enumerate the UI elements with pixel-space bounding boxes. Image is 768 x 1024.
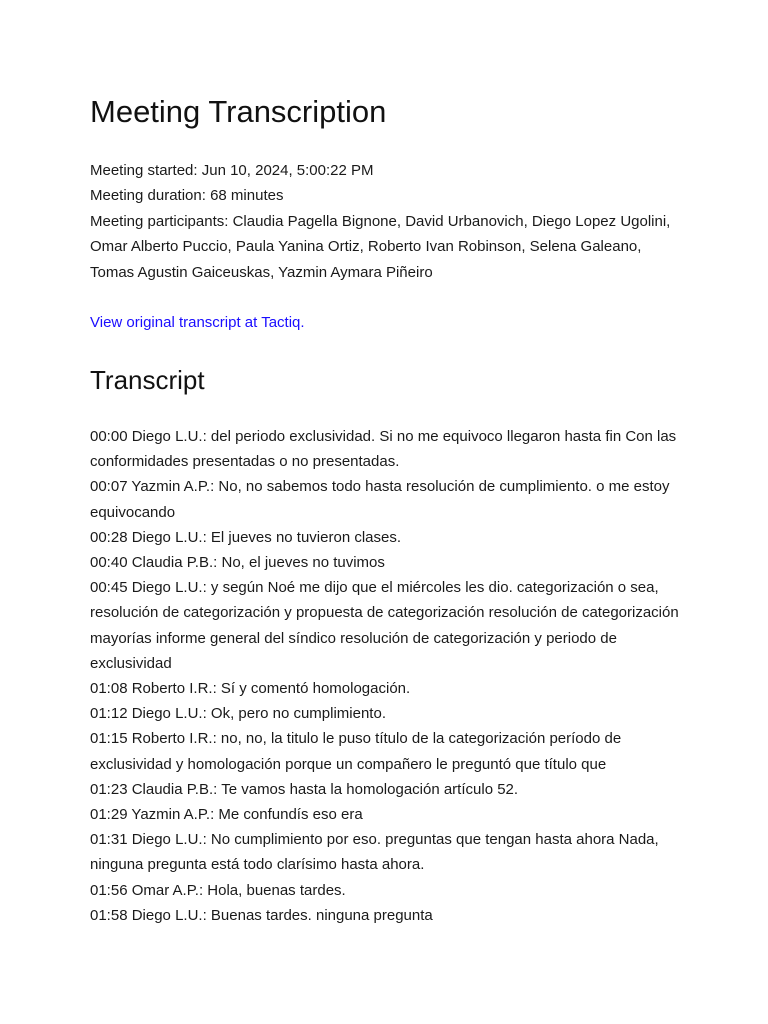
- transcript-line: 01:08 Roberto I.R.: Sí y comentó homologación.: [90, 680, 411, 698]
- transcript-heading: Transcript: [90, 365, 205, 395]
- transcript-line: 01:31 Diego L.U.: No cumplimiento por eso. preguntas que tengan hasta ahora Nada, ninguna pregunta está todo clarísimo hasta ahora.: [90, 831, 659, 874]
- transcript-line: 00:07 Yazmin A.P.: No, no sabemos todo hasta resolución de cumplimiento. o me estoy equivocando: [90, 478, 670, 521]
- transcript-line: 00:28 Diego L.U.: El jueves no tuvieron clases.: [90, 528, 402, 546]
- transcript-line: 01:58 Diego L.U.: Buenas tardes. ninguna pregunta: [90, 906, 433, 924]
- transcript-line: 01:23 Claudia P.B.: Te vamos hasta la homologación artículo 52.: [90, 780, 519, 798]
- meeting-duration: Meeting duration: 68 minutes: [90, 187, 284, 205]
- transcript-line: 01:15 Roberto I.R.: no, no, la titulo le puso título de la categorización período de exclusividad y homologación porque un compañero le preguntó que título que: [90, 730, 622, 773]
- page-title: Meeting Transcription: [90, 94, 387, 129]
- transcript-line: 00:00 Diego L.U.: del periodo exclusividad. Si no me equivoco llegaron hasta fin Con las conformidades presentadas o no presentadas.: [90, 428, 677, 471]
- meeting-info: [90, 158, 680, 285]
- transcript-line: 01:12 Diego L.U.: Ok, pero no cumplimiento.: [90, 705, 386, 723]
- tactiq-transcript-link[interactable]: View original transcript at Tactiq.: [90, 314, 305, 331]
- meeting-started: Meeting started: Jun 10, 2024, 5:00:22 PM: [90, 162, 374, 179]
- transcript-body: [90, 424, 680, 928]
- transcript-line: 01:56 Omar A.P.: Hola, buenas tardes.: [90, 881, 346, 899]
- transcript-line: 00:45 Diego L.U.: y según Noé me dijo que el miércoles les dio. categorización o sea, resolución de categorización y propuesta de categorización resolución de categorización mayorías informe general del síndico resolución de categorización y periodo de exclusividad: [90, 579, 679, 672]
- meeting-participants: Meeting participants: Claudia Pagella Bignone, David Urbanovich, Diego Lopez Ugolini, Omar Alberto Puccio, Paula Yanina Ortiz, Roberto Ivan Robinson, Selena Galeano, Tomas Agustin Gaiceuskas, Yazmin Aymara Piñeiro: [90, 212, 671, 281]
- transcript-line: 01:29 Yazmin A.P.: Me confundís eso era: [90, 806, 363, 824]
- transcript-line: 00:40 Claudia P.B.: No, el jueves no tuvimos: [90, 554, 385, 572]
